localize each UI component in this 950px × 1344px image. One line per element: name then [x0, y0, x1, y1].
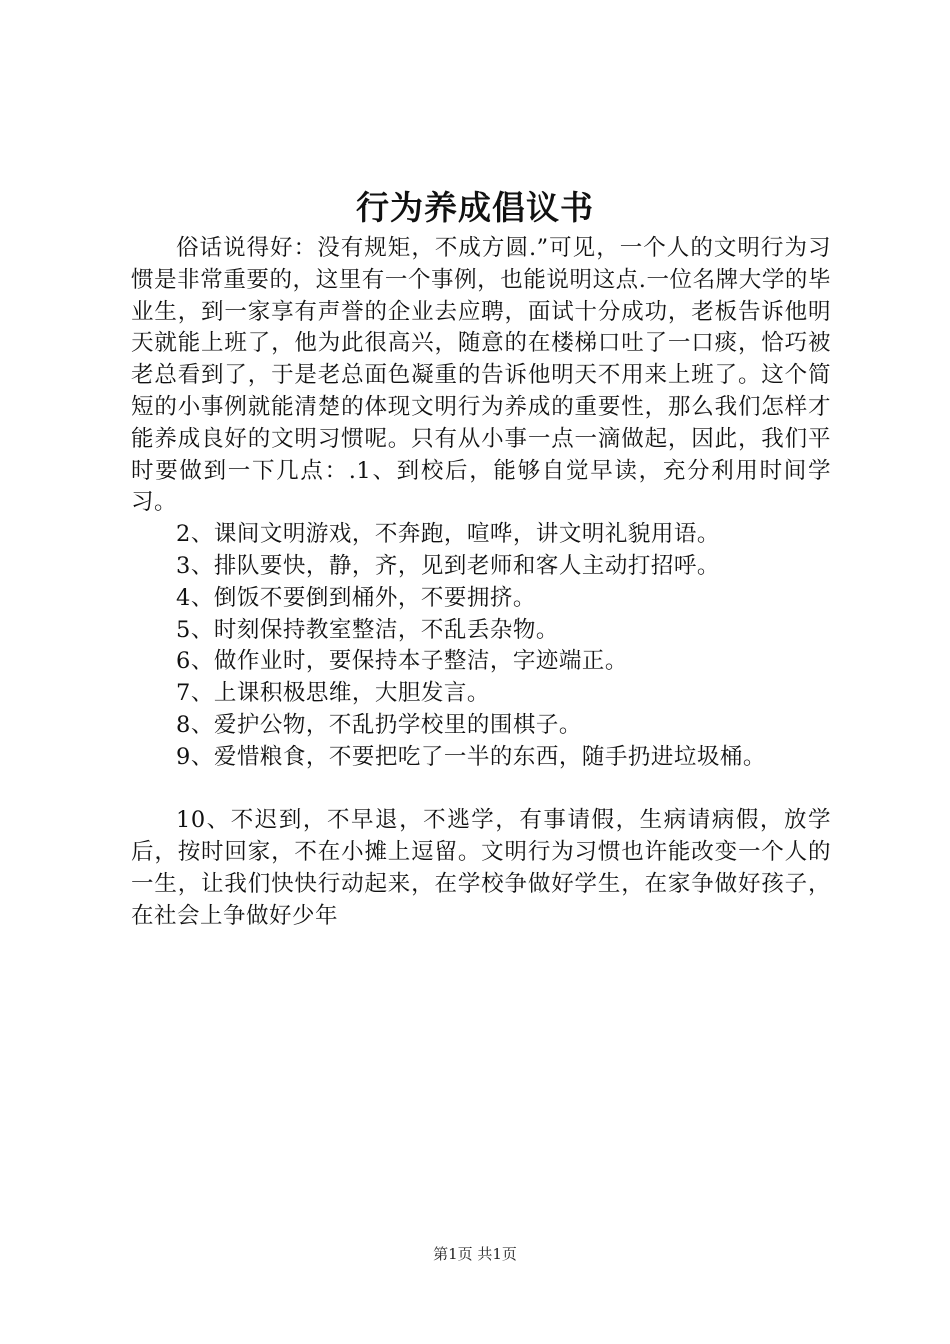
page-number-footer: 第1页 共1页: [433, 1245, 517, 1263]
closing-paragraph: 10、不迟到，不早退，不逃学，有事请假，生病请病假，放学后，按时回家，不在小摊上逗留。文明行为习惯也许能改变一个人的一生，让我们快快行动起来，在学校争做好学生，在家争做好孩子，在社会上争做好少年: [131, 807, 831, 929]
intro-paragraph: 俗话说得好：没有规矩，不成方圆.”可见，一个人的文明行为习惯是非常重要的，这里有一个事例，也能说明这点.一位名牌大学的毕业生，到一家享有声誉的企业去应聘，面试十分成功，老板告诉他明天就能上班了，他为此很高兴，随意的在楼梯口吐了一口痰，恰巧被老总看到了，于是老总面色凝重的告诉他明天不用来上班了。这个简短的小事例就能清楚的体现文明行为养成的重要性，那么我们怎样才能养成良好的文明习惯呢。只有从小事一点一滴做起，因此，我们平时要做到一下几点：.1、到校后，能够自觉早读，充分利用时间学习。: [131, 235, 831, 516]
list-item: 4、倒饭不要倒到桶外，不要拥挤。: [176, 584, 536, 611]
list-item: 3、排队要快，静，齐，见到老师和客人主动打招呼。: [176, 552, 720, 579]
list-item: 5、时刻保持教室整洁，不乱丢杂物。: [176, 616, 559, 643]
paragraph-spacer: [131, 774, 831, 806]
list-item: 8、爱护公物，不乱扔学校里的围棋子。: [176, 711, 582, 738]
list-item: 7、上课积极思维，大胆发言。: [176, 680, 490, 707]
list-item: 6、做作业时，要保持本子整洁，字迹端正。: [176, 648, 628, 675]
list-item: 2、课间文明游戏，不奔跑，喧哗，讲文明礼貌用语。: [176, 521, 720, 548]
document-title: 行为养成倡议书: [356, 188, 594, 227]
document-body: [131, 233, 831, 933]
list-item: 9、爱惜粮食，不要把吃了一半的东西，随手扔进垃圾桶。: [176, 743, 766, 770]
